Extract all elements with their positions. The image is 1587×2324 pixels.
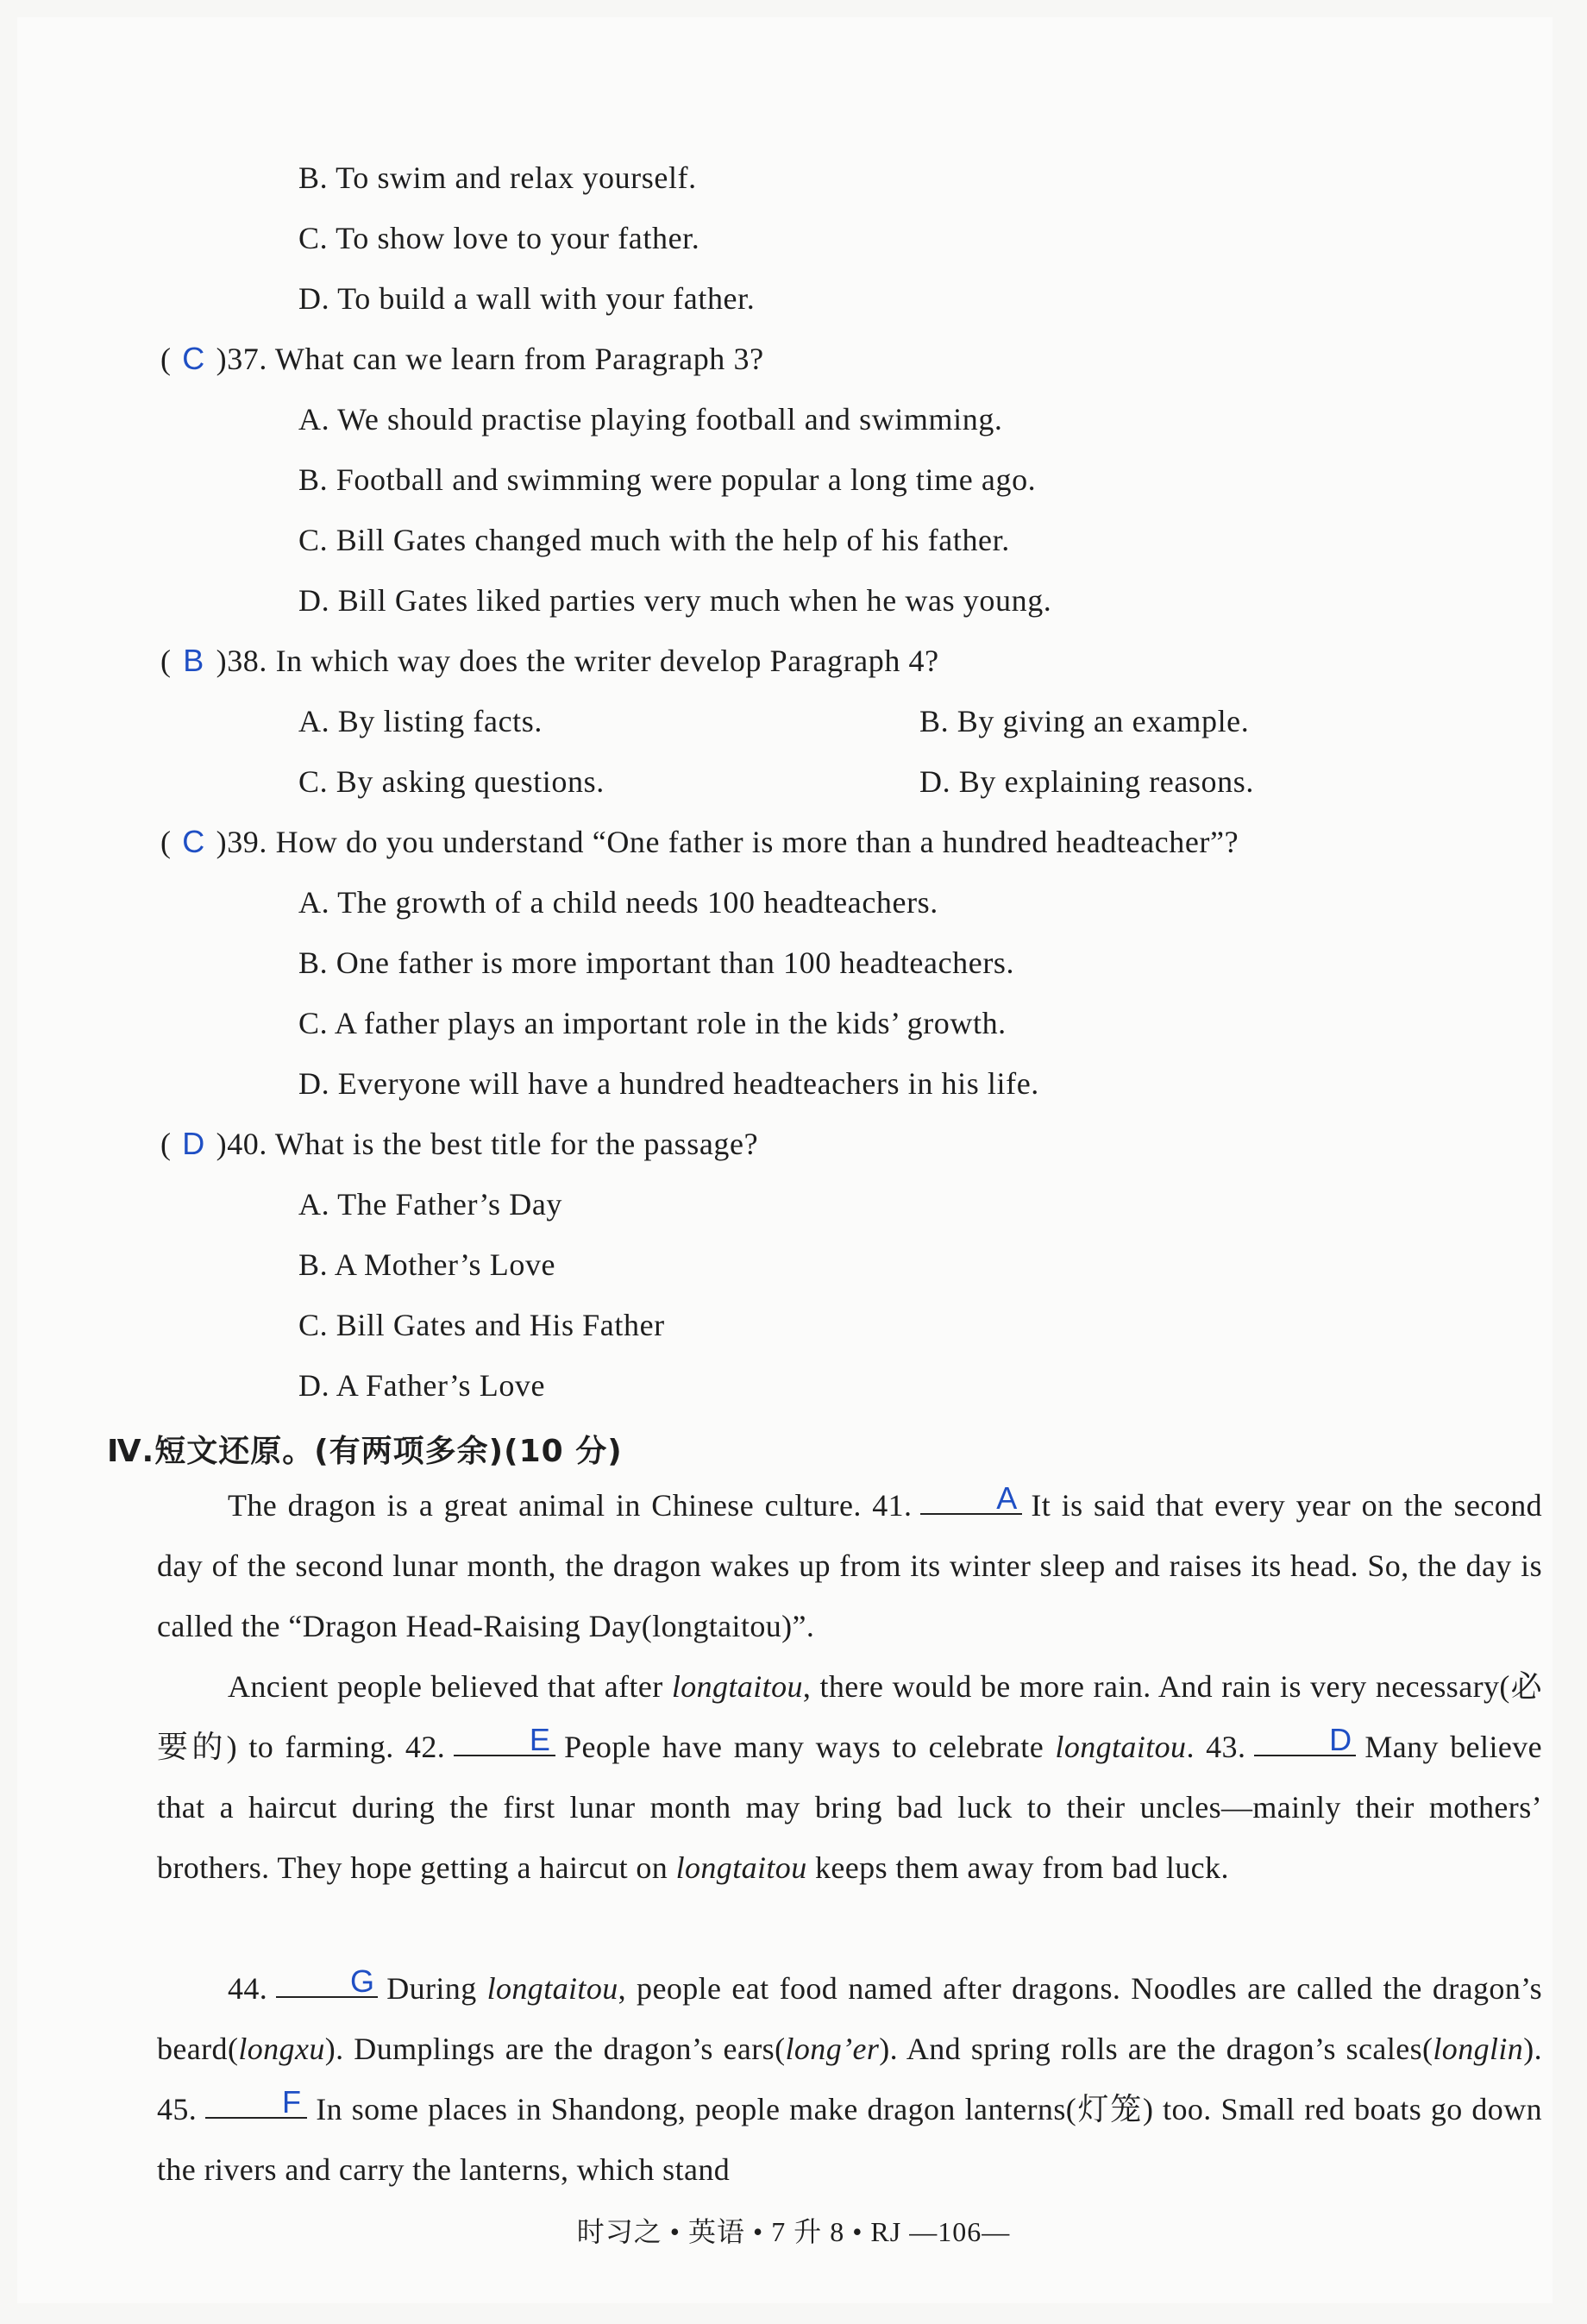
passage-p3-text-g: In some places in Shandong, people make dragon lanterns(灯笼) too. Small red boats go down the rivers and carry the lanterns, which stand	[157, 2092, 1542, 2187]
q39-stem-row: ( C )39. How do you understand “One father is more than a hundred headteacher”?	[160, 824, 1239, 859]
q40-option-c: C. Bill Gates and His Father	[298, 1308, 665, 1342]
q38-option-a: A. By listing facts.	[298, 704, 543, 738]
q39-stem: 39. How do you understand “One father is more than a hundred headteacher”?	[227, 825, 1239, 859]
passage-p1-text-b: It is said that every year on the second day of the second lunar month, the dragon wakes up from its winter sleep and raises its head. So, the day is called the “Dragon Head-Raising Day(longtaitou)”.	[157, 1488, 1542, 1643]
q37-answer: C	[182, 341, 205, 376]
q40-option-a: A. The Father’s Day	[298, 1187, 563, 1222]
term-longer: long’er	[785, 2032, 880, 2066]
term-longxu: longxu	[238, 2032, 325, 2066]
passage-paragraph-1	[157, 1475, 1542, 1656]
q38-answer: B	[183, 643, 204, 678]
answer-blank-42: E	[454, 1725, 555, 1756]
q39-option-d: D. Everyone will have a hundred headteachers in his life.	[298, 1066, 1039, 1101]
q40-option-d: D. A Father’s Love	[298, 1368, 546, 1403]
q36-option-d: D. To build a wall with your father.	[298, 281, 756, 316]
passage-p2-text-c: People have many ways to celebrate	[564, 1730, 1044, 1764]
q37-option-d: D. Bill Gates liked parties very much when he was young.	[298, 583, 1052, 618]
q37-stem: 37. What can we learn from Paragraph 3?	[227, 342, 764, 376]
section-heading: Ⅳ.短文还原。(有两项多余)(10 分)	[107, 1434, 623, 1469]
passage-p1-text-a: The dragon is a great animal in Chinese culture. 41.	[228, 1488, 913, 1523]
q38-option-b: B. By giving an example.	[919, 704, 1250, 738]
worksheet	[17, 17, 1552, 2303]
passage-paragraph-3	[157, 1958, 1542, 2200]
answer-blank-45: F	[205, 2088, 307, 2119]
passage-p2-text-b: , there would be more rain. And rain is very necessary(必要的) to farming. 42.	[157, 1669, 1542, 1764]
passage-p2-text-a: Ancient people believed that after	[228, 1669, 663, 1704]
q38-option-c: C. By asking questions.	[298, 764, 605, 799]
page-footer: 时习之 • 英语 • 7 升 8 • RJ —106—	[576, 2216, 1011, 2247]
term-longtaitou: longtaitou	[486, 1971, 618, 2006]
term-longtaitou: longtaitou	[675, 1850, 807, 1885]
q38-option-d: D. By explaining reasons.	[919, 764, 1254, 799]
passage-p3-text-c: , people eat food named after dragons. Noodles are called the dragon’s beard(	[157, 1971, 1542, 2066]
q36-option-b: B. To swim and relax yourself.	[298, 160, 697, 195]
term-longtaitou: longtaitou	[671, 1669, 803, 1704]
passage-p2-text-f: keeps them away from bad luck.	[815, 1850, 1229, 1885]
passage-p3-text-d: ). Dumplings are the dragon’s ears(	[324, 2032, 786, 2066]
q37-option-c: C. Bill Gates changed much with the help of his father.	[298, 523, 1010, 557]
answer-blank-44: G	[276, 1967, 378, 1998]
q37-stem-row: ( C )37. What can we learn from Paragraph 3?	[160, 341, 764, 376]
q37-option-a: A. We should practise playing football and swimming.	[298, 402, 1003, 437]
answer-blank-41: A	[920, 1484, 1022, 1515]
passage-p2-text-e: Many believe that a haircut during the first lunar month may bring bad luck to their uncles—mainly their mothers’ brothers. They hope getting a haircut on	[157, 1730, 1543, 1885]
q39-option-b: B. One father is more important than 100 headteachers.	[298, 945, 1015, 980]
passage-p3-text-b: During	[386, 1971, 477, 2006]
q38-stem: 38. In which way does the writer develop Paragraph 4?	[227, 644, 939, 678]
q40-answer: D	[182, 1126, 205, 1161]
q40-option-b: B. A Mother’s Love	[298, 1247, 556, 1282]
q36-option-c: C. To show love to your father.	[298, 221, 700, 255]
q38-stem-row: ( B )38. In which way does the writer develop Paragraph 4?	[160, 643, 939, 678]
q39-option-c: C. A father plays an important role in the kids’ growth.	[298, 1006, 1007, 1040]
passage-p2-text-d: . 43.	[1186, 1730, 1246, 1764]
passage-p3-text-f: ). 45.	[157, 2032, 1543, 2126]
q40-stem-row: ( D )40. What is the best title for the passage?	[160, 1126, 759, 1161]
term-longtaitou: longtaitou	[1055, 1730, 1187, 1764]
q40-stem: 40. What is the best title for the passage?	[227, 1127, 759, 1161]
term-longlin: longlin	[1433, 2032, 1524, 2066]
passage-p3-text-a: 44.	[228, 1971, 268, 2006]
passage-p3-text-e: ). And spring rolls are the dragon’s scales(	[879, 2032, 1433, 2066]
q39-answer: C	[182, 824, 205, 859]
passage-paragraph-2	[157, 1656, 1542, 1898]
q39-option-a: A. The growth of a child needs 100 headteachers.	[298, 885, 938, 920]
answer-blank-43: D	[1254, 1725, 1356, 1756]
q37-option-b: B. Football and swimming were popular a long time ago.	[298, 462, 1037, 497]
